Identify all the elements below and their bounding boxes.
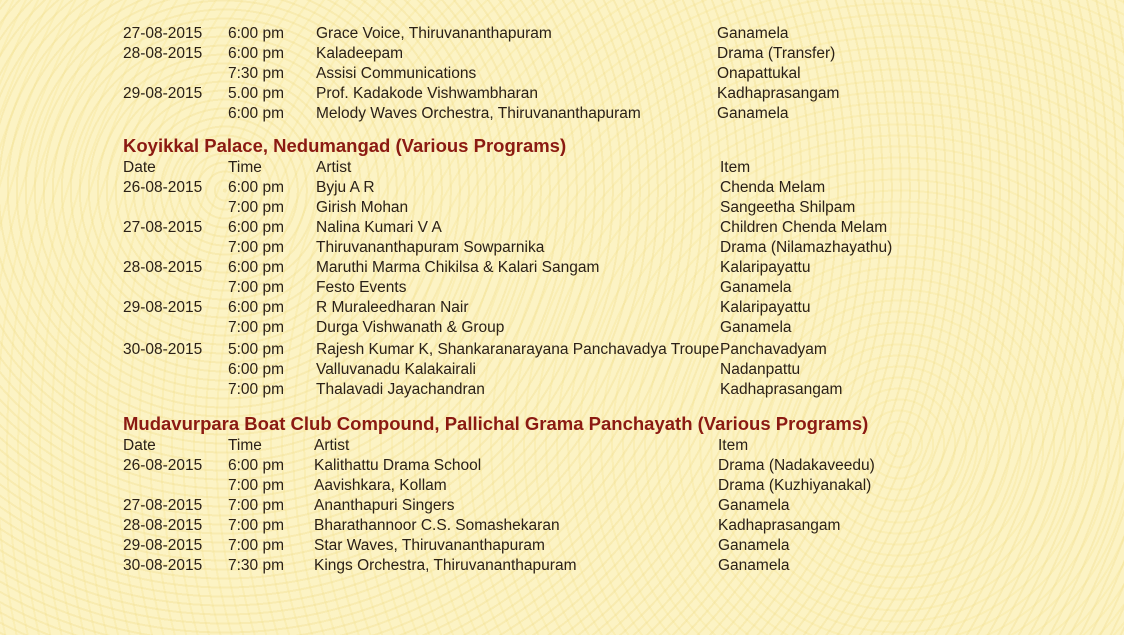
date-cell: 27-08-2015: [123, 497, 203, 514]
artist-cell: Valluvanadu Kalakairali: [316, 361, 476, 378]
time-cell: 7:30 pm: [228, 557, 285, 574]
section-title: Mudavurpara Boat Club Compound, Pallichal Grama Panchayath (Various Programs): [123, 413, 869, 434]
time-cell: 7:00 pm: [228, 381, 285, 398]
item-cell: Kadhaprasangam: [717, 85, 840, 102]
schedule-row: [0, 340, 1124, 360]
item-header: Item: [720, 159, 751, 176]
artist-cell: Girish Mohan: [316, 199, 409, 216]
schedule-row: [0, 318, 1124, 338]
time-cell: 7:00 pm: [228, 279, 285, 296]
item-cell: Drama (Transfer): [717, 45, 836, 62]
schedule-row: [0, 536, 1124, 556]
item-cell: Kalaripayattu: [720, 259, 811, 276]
time-cell: 6:00 pm: [228, 179, 285, 196]
date-cell: 28-08-2015: [123, 45, 203, 62]
table-header-row: [0, 158, 1124, 178]
artist-cell: Nalina Kumari V A: [316, 219, 442, 236]
item-cell: Ganamela: [718, 557, 790, 574]
artist-header: Artist: [316, 159, 352, 176]
time-cell: 6:00 pm: [228, 299, 285, 316]
date-cell: 27-08-2015: [123, 219, 203, 236]
artist-cell: Prof. Kadakode Vishwambharan: [316, 85, 539, 102]
time-header: Time: [228, 159, 262, 176]
item-cell: Sangeetha Shilpam: [720, 199, 856, 216]
item-cell: Onapattukal: [717, 65, 801, 82]
artist-cell: Kalithattu Drama School: [314, 457, 482, 474]
schedule-row: [0, 360, 1124, 380]
schedule-row: [0, 218, 1124, 238]
time-cell: 7:00 pm: [228, 199, 285, 216]
item-cell: Panchavadyam: [720, 341, 827, 358]
date-cell: 27-08-2015: [123, 25, 203, 42]
artist-cell: Byju A R: [316, 179, 375, 196]
item-cell: Ganamela: [717, 25, 789, 42]
schedule-row: [0, 198, 1124, 218]
date-header: Date: [123, 159, 156, 176]
item-cell: Children Chenda Melam: [720, 219, 888, 236]
time-cell: 7:00 pm: [228, 319, 285, 336]
artist-cell: Kaladeepam: [316, 45, 404, 62]
artist-header: Artist: [314, 437, 350, 454]
artist-cell: Thalavadi Jayachandran: [316, 381, 485, 398]
item-cell: Drama (Kuzhiyanakal): [718, 477, 872, 494]
date-cell: 30-08-2015: [123, 341, 203, 358]
time-cell: 6:00 pm: [228, 45, 285, 62]
time-cell: 6:00 pm: [228, 259, 285, 276]
time-cell: 6:00 pm: [228, 25, 285, 42]
time-cell: 6:00 pm: [228, 361, 285, 378]
date-cell: 28-08-2015: [123, 259, 203, 276]
item-cell: Ganamela: [718, 537, 790, 554]
time-cell: 5:00 pm: [228, 341, 285, 358]
item-cell: Drama (Nadakaveedu): [718, 457, 875, 474]
time-cell: 6:00 pm: [228, 457, 285, 474]
date-header: Date: [123, 437, 156, 454]
item-cell: Drama (Nilamazhayathu): [720, 239, 893, 256]
schedule-row: [0, 178, 1124, 198]
artist-cell: Assisi Communications: [316, 65, 477, 82]
schedule-row: [0, 556, 1124, 576]
date-cell: 26-08-2015: [123, 457, 203, 474]
schedule-row: [0, 298, 1124, 318]
artist-cell: Ananthapuri Singers: [314, 497, 455, 514]
schedule-row: [0, 64, 1124, 84]
artist-cell: Kings Orchestra, Thiruvananthapuram: [314, 557, 577, 574]
schedule-row: [0, 24, 1124, 44]
time-cell: 7:00 pm: [228, 477, 285, 494]
artist-cell: Aavishkara, Kollam: [314, 477, 447, 494]
time-cell: 7:30 pm: [228, 65, 285, 82]
schedule-row: [0, 476, 1124, 496]
time-cell: 7:00 pm: [228, 537, 285, 554]
item-cell: Ganamela: [720, 279, 792, 296]
schedule-row: [0, 278, 1124, 298]
schedule-row: [0, 456, 1124, 476]
item-cell: Ganamela: [718, 497, 790, 514]
item-cell: Kalaripayattu: [720, 299, 811, 316]
date-cell: 30-08-2015: [123, 557, 203, 574]
artist-cell: Rajesh Kumar K, Shankaranarayana Panchavadya Troupe: [316, 341, 720, 358]
time-header: Time: [228, 437, 262, 454]
item-cell: Kadhaprasangam: [720, 381, 843, 398]
time-cell: 7:00 pm: [228, 517, 285, 534]
artist-cell: Thiruvananthapuram Sowparnika: [316, 239, 545, 256]
time-cell: 5.00 pm: [228, 85, 285, 102]
schedule-row: [0, 258, 1124, 278]
schedule-row: [0, 496, 1124, 516]
item-cell: Chenda Melam: [720, 179, 826, 196]
date-cell: 26-08-2015: [123, 179, 203, 196]
artist-cell: Bharathannoor C.S. Somashekaran: [314, 517, 560, 534]
item-cell: Ganamela: [720, 319, 792, 336]
schedule-row: [0, 84, 1124, 104]
artist-cell: Melody Waves Orchestra, Thiruvananthapuram: [316, 105, 641, 122]
schedule-row: [0, 380, 1124, 400]
section-title: Koyikkal Palace, Nedumangad (Various Programs): [123, 135, 567, 156]
time-cell: 6:00 pm: [228, 219, 285, 236]
artist-cell: Star Waves, Thiruvananthapuram: [314, 537, 545, 554]
item-cell: Ganamela: [717, 105, 789, 122]
item-cell: Kadhaprasangam: [718, 517, 841, 534]
schedule-row: [0, 516, 1124, 536]
date-cell: 29-08-2015: [123, 85, 203, 102]
item-cell: Nadanpattu: [720, 361, 801, 378]
artist-cell: Festo Events: [316, 279, 407, 296]
schedule-row: [0, 44, 1124, 64]
artist-cell: R Muraleedharan Nair: [316, 299, 469, 316]
date-cell: 29-08-2015: [123, 537, 203, 554]
artist-cell: Grace Voice, Thiruvananthapuram: [316, 25, 552, 42]
date-cell: 29-08-2015: [123, 299, 203, 316]
schedule-row: [0, 238, 1124, 258]
artist-cell: Maruthi Marma Chikilsa & Kalari Sangam: [316, 259, 600, 276]
time-cell: 7:00 pm: [228, 239, 285, 256]
artist-cell: Durga Vishwanath & Group: [316, 319, 505, 336]
time-cell: 6:00 pm: [228, 105, 285, 122]
item-header: Item: [718, 437, 749, 454]
date-cell: 28-08-2015: [123, 517, 203, 534]
table-header-row: [0, 436, 1124, 456]
time-cell: 7:00 pm: [228, 497, 285, 514]
schedule-row: [0, 104, 1124, 124]
